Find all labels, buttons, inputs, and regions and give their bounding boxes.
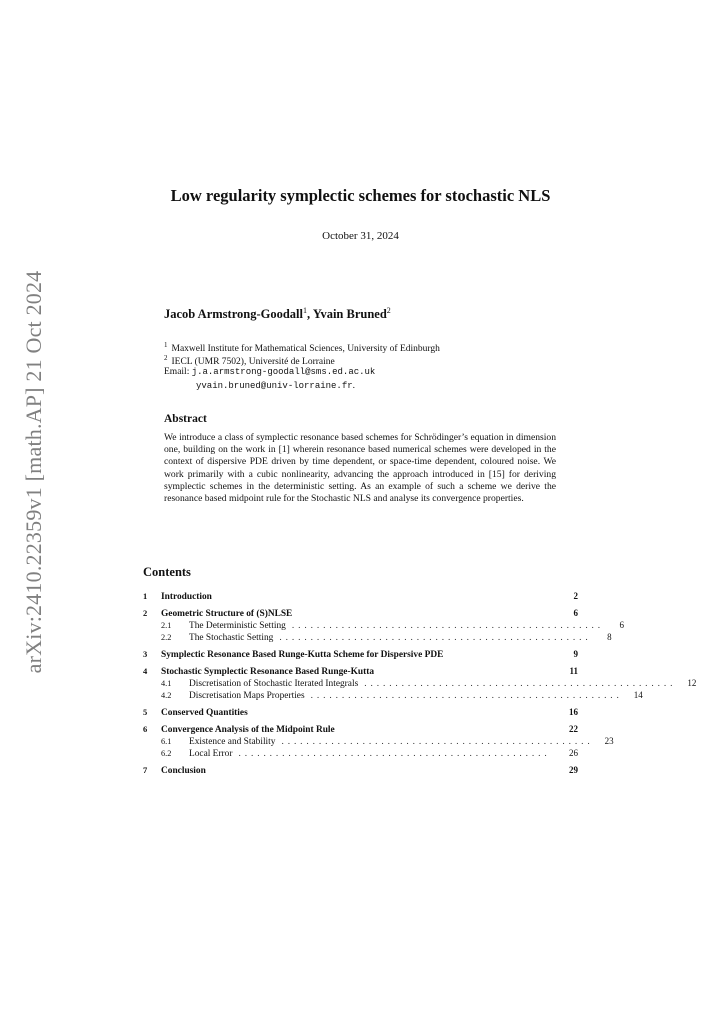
toc-title: Discretisation Maps Properties <box>189 691 305 701</box>
affiliation-mark: 1 <box>164 341 168 349</box>
paper-date: October 31, 2024 <box>322 230 399 242</box>
toc-number: 4.1 <box>161 679 172 688</box>
affiliation-text: IECL (UMR 7502), Université de Lorraine <box>171 357 335 368</box>
toc-title: Discretisation of Stochastic Iterated Integrals <box>189 679 359 689</box>
email-address[interactable]: yvain.bruned@univ-lorraine.fr <box>196 381 353 391</box>
toc-entry[interactable] <box>143 747 578 759</box>
toc-page: 16 <box>569 707 578 717</box>
toc-title: The Deterministic Setting <box>189 621 286 631</box>
toc-entry[interactable] <box>143 665 578 677</box>
toc-page: 11 <box>569 666 578 676</box>
toc-title: Local Error <box>189 749 233 759</box>
email-address[interactable]: j.a.armstrong-goodall@sms.ed.ac.uk <box>191 367 376 377</box>
toc-page: 22 <box>569 724 578 734</box>
toc-page: 29 <box>569 765 578 775</box>
toc-page: 14 <box>633 690 643 700</box>
toc-number: 2.2 <box>161 633 172 642</box>
toc-number: 3 <box>143 649 148 659</box>
paper-title: Low regularity symplectic schemes for stochastic NLS <box>170 186 551 205</box>
toc-leader: .................................................. <box>281 737 594 747</box>
toc-leader: .................................................. <box>238 749 551 759</box>
toc-page: 26 <box>569 748 578 758</box>
toc-entry[interactable] <box>143 590 578 602</box>
affiliation-mark: 2 <box>386 306 391 315</box>
toc-entry[interactable] <box>143 607 578 619</box>
toc-number: 6.1 <box>161 737 172 746</box>
email-label: Email: <box>164 367 190 377</box>
toc-page: 6 <box>619 620 625 630</box>
toc-number: 6.2 <box>161 749 172 758</box>
abstract-heading: Abstract <box>164 413 207 425</box>
author-separator: , <box>307 307 313 322</box>
affiliation-mark: 1 <box>303 306 308 315</box>
toc-title: Existence and Stability <box>189 737 276 747</box>
toc-number: 2.1 <box>161 621 172 630</box>
toc-title: Stochastic Symplectic Resonance Based Runge-Kutta <box>161 667 375 677</box>
toc-page: 2 <box>573 591 578 601</box>
email-end: . <box>352 381 356 391</box>
affiliation-text: Maxwell Institute for Mathematical Sciences, University of Edinburgh <box>171 344 440 355</box>
toc-number: 6 <box>143 724 148 734</box>
toc-page: 9 <box>573 649 578 659</box>
toc-number: 1 <box>143 591 148 601</box>
email-line <box>164 366 375 378</box>
toc-page: 12 <box>687 678 697 688</box>
toc-entry[interactable] <box>143 764 578 776</box>
author-line <box>164 306 391 322</box>
toc-number: 2 <box>143 608 148 618</box>
toc-number: 5 <box>143 707 148 717</box>
toc-entry[interactable] <box>143 735 614 747</box>
toc-leader: .................................................. <box>364 679 677 689</box>
toc-page: 8 <box>607 632 612 642</box>
email-line-2 <box>196 380 355 392</box>
toc-number: 4 <box>143 666 148 676</box>
toc-title: Conclusion <box>161 766 206 776</box>
toc-title: Symplectic Resonance Based Runge-Kutta Scheme for Dispersive PDE <box>161 650 444 660</box>
toc-entry[interactable] <box>143 723 578 735</box>
toc-title: Geometric Structure of (S)NLSE <box>161 609 293 619</box>
toc-leader: .................................................. <box>279 633 592 643</box>
author-name: Jacob Armstrong-Goodall <box>164 307 304 322</box>
toc-title: Conserved Quantities <box>161 708 248 718</box>
affiliation-mark: 2 <box>164 354 168 362</box>
contents-heading: Contents <box>143 565 191 579</box>
toc-leader: .................................................. <box>291 621 605 631</box>
toc-title: Convergence Analysis of the Midpoint Rule <box>161 725 335 735</box>
toc-number: 7 <box>143 765 148 775</box>
toc-entry[interactable] <box>143 631 612 643</box>
toc-leader: .................................................. <box>310 691 623 701</box>
toc-title: Introduction <box>161 592 212 602</box>
abstract-text: We introduce a class of symplectic resonance based schemes for Schrödinger’s equation in dimension one, building on the work in [1] wherein resonance based numerical schemes were developed in the context of dispersive PDE driven by time dependent, or space-time dependent, coloured noise. We work primarily with a cubic nonlinearity, advancing the approach introduced in [15] for deriving symplectic schemes in the deterministic setting. As an example of such a scheme we derive the resonance based midpoint rule for the Stochastic NLS and analyse its convergence properties. <box>164 432 556 505</box>
toc-entry[interactable] <box>143 619 625 631</box>
table-of-contents <box>143 590 697 776</box>
toc-entry[interactable] <box>143 689 643 701</box>
toc-page: 23 <box>604 736 614 746</box>
toc-title: The Stochastic Setting <box>189 633 274 643</box>
toc-entry[interactable] <box>143 706 578 718</box>
toc-number: 4.2 <box>161 691 172 700</box>
toc-entry[interactable] <box>143 677 697 689</box>
toc-page: 6 <box>573 608 578 618</box>
arxiv-stamp: arXiv:2410.22359v1 [math.AP] 21 Oct 2024 <box>21 270 46 674</box>
author-name: Yvain Bruned <box>312 307 387 322</box>
toc-entry[interactable] <box>143 648 578 660</box>
